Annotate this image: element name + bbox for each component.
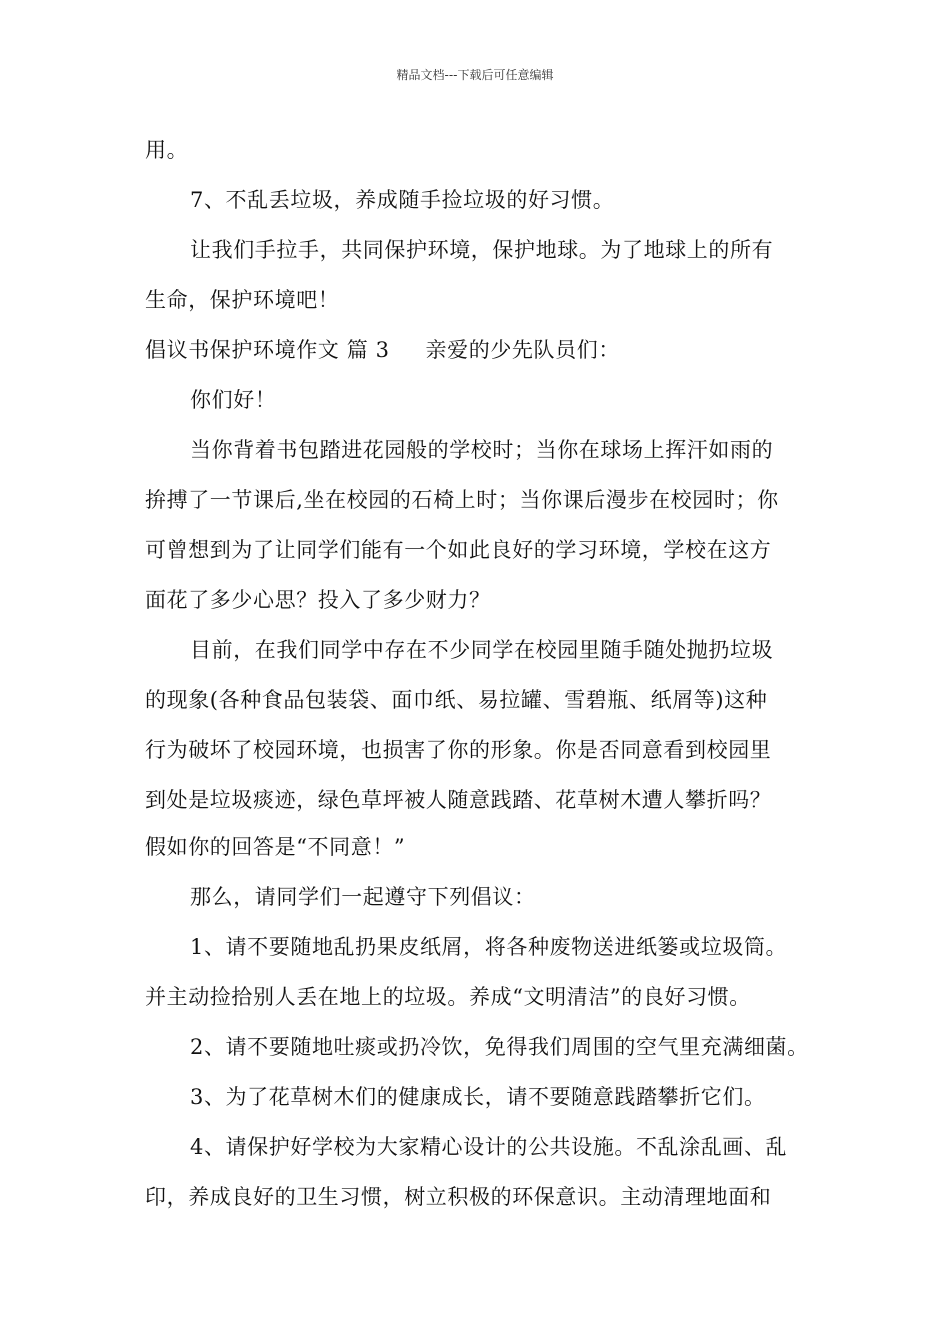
- paragraph-line: 你们好！: [190, 388, 277, 412]
- paragraph-line: 那么，请同学们一起遵守下列倡议：: [190, 885, 536, 909]
- paragraph-line: 并主动捡拾别人丢在地上的垃圾。养成“文明清洁”的良好习惯。: [145, 985, 751, 1009]
- paragraph-line: 当你背着书包踏进花园般的学校时；当你在球场上挥汗如雨的: [190, 438, 774, 462]
- paragraph-line: 目前，在我们同学中存在不少同学在校园里随手随处抛扔垃圾: [190, 638, 774, 662]
- paragraph-line: 面花了多少心思？投入了多少财力？: [145, 588, 491, 612]
- paragraph-line: 用。: [145, 138, 189, 162]
- page-header: 精品文档---下载后可任意编辑: [396, 68, 554, 82]
- paragraph-line: 印，养成良好的卫生习惯，树立积极的环保意识。主动清理地面和: [145, 1185, 772, 1209]
- paragraph-line: 3、为了花草树木们的健康成长，请不要随意践踏攀折它们。: [190, 1085, 766, 1109]
- paragraph-line: 行为破坏了校园环境，也损害了你的形象。你是否同意看到校园里: [145, 738, 772, 762]
- greeting: 亲爱的少先队员们：: [425, 338, 620, 362]
- paragraph-line: 1、请不要随地乱扔果皮纸屑，将各种废物送进纸篓或垃圾筒。: [190, 935, 788, 959]
- paragraph-line: 的现象(各种食品包装袋、面巾纸、易拉罐、雪碧瓶、纸屑等)这种: [145, 688, 768, 712]
- section-heading: [145, 336, 620, 364]
- paragraph-line: 到处是垃圾痰迹，绿色草坪被人随意践踏、花草树木遭人攀折吗？: [145, 788, 772, 812]
- paragraph-line: 假如你的回答是“不同意！”: [145, 835, 406, 859]
- paragraph-line: 拚搏了一节课后,坐在校园的石椅上时；当你课后漫步在校园时；你: [145, 488, 779, 512]
- paragraph-line: 让我们手拉手，共同保护环境，保护地球。为了地球上的所有: [190, 238, 774, 262]
- paragraph-line: 4、请保护好学校为大家精心设计的公共设施。不乱涂乱画、乱: [190, 1135, 788, 1159]
- paragraph-line: 生命，保护环境吧！: [145, 288, 340, 312]
- paragraph-line: 7、不乱丢垃圾，养成随手捡垃圾的好习惯。: [190, 188, 615, 212]
- paragraph-line: 可曾想到为了让同学们能有一个如此良好的学习环境，学校在这方: [145, 538, 772, 562]
- section-title: 倡议书保护环境作文: [145, 338, 340, 362]
- paragraph-line: 2、请不要随地吐痰或扔冷饮，免得我们周围的空气里充满细菌。: [190, 1035, 809, 1059]
- section-number: 篇 3: [346, 338, 390, 362]
